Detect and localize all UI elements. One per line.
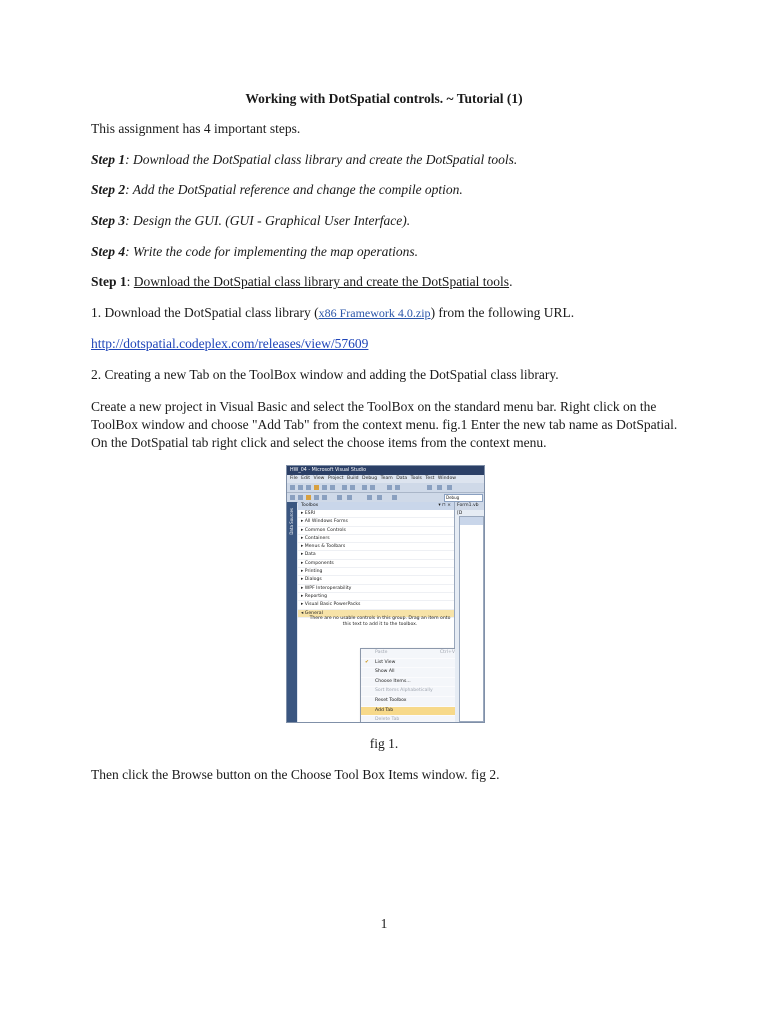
page-number: 1 bbox=[380, 916, 388, 931]
context-menu-item[interactable]: Sort Items Alphabetically bbox=[361, 687, 461, 697]
step-4-label: Step 4 bbox=[91, 244, 126, 259]
instructions-paragraph: Create a new project in Visual Basic and select the ToolBox on the standard menu bar. Right click on the ToolBox window and choose "Add Tab" from the context menu. fig.1 Enter the new tab name as DotSpatial. On the DotSpatial tab right click and select the choose items from the context menu. bbox=[91, 399, 678, 450]
toolbar-icon bbox=[427, 485, 432, 490]
toolbox-category[interactable]: ▸ Data bbox=[298, 551, 454, 559]
toolbox-category[interactable]: ▸ Visual Basic PowerPacks bbox=[298, 601, 454, 609]
step-2-label: Step 2 bbox=[91, 182, 126, 197]
toolbar-icon bbox=[395, 485, 400, 490]
toolbox-category[interactable]: ▸ Printing bbox=[298, 568, 454, 576]
toolbar-icon bbox=[314, 485, 319, 490]
toolbar-icon bbox=[370, 485, 375, 490]
solution-config-dropdown[interactable]: Debug bbox=[444, 494, 483, 502]
figure-caption: fig 1. bbox=[369, 736, 399, 751]
context-menu-item[interactable]: Choose Items... bbox=[361, 678, 461, 688]
toolbox-category[interactable]: ▸ All Windows Forms bbox=[298, 518, 454, 526]
vs-toolbar-1 bbox=[287, 483, 484, 493]
form-header bbox=[460, 517, 483, 525]
toolbar-icon bbox=[377, 495, 382, 500]
toolbar-icon bbox=[330, 485, 335, 490]
document-title: Working with DotSpatial controls. ~ Tutorial (1) bbox=[245, 91, 523, 106]
toolbar-icon bbox=[298, 495, 303, 500]
step-1-heading-end: . bbox=[509, 274, 513, 289]
toolbox-category[interactable]: ▸ Containers bbox=[298, 535, 454, 543]
toolbar-icon bbox=[447, 485, 452, 490]
context-menu-item[interactable]: Reset Toolbox bbox=[361, 697, 461, 707]
url-line bbox=[91, 335, 368, 353]
data-sources-tab[interactable]: Data Sources bbox=[289, 508, 294, 535]
toolbar-icon bbox=[392, 495, 397, 500]
step-3-line bbox=[91, 212, 410, 230]
context-menu-item[interactable] bbox=[361, 659, 461, 669]
toolbar-icon bbox=[298, 485, 303, 490]
toolbox-category[interactable]: ▸ WPF Interoperability bbox=[298, 585, 454, 593]
step-1-text: : Download the DotSpatial class library and create the DotSpatial tools. bbox=[125, 152, 518, 167]
step-1-heading-label: Step 1 bbox=[91, 274, 127, 289]
toolbar-icon bbox=[322, 485, 327, 490]
toolbar-icon bbox=[337, 495, 342, 500]
menu-item-shortcut: Ctrl+V bbox=[439, 650, 455, 655]
toolbar-icon bbox=[322, 495, 327, 500]
vs-menu-bar: File Edit View Project Build Debug Team Data Tools Test Window bbox=[287, 475, 484, 483]
toolbar-icon bbox=[342, 485, 347, 490]
vs-side-strip bbox=[287, 502, 297, 722]
intro-text: This assignment has 4 important steps. bbox=[91, 121, 301, 136]
step-3-text: : Design the GUI. (GUI - Graphical User Interface). bbox=[125, 213, 411, 228]
vs-window-title: HW_04 - Microsoft Visual Studio bbox=[287, 466, 484, 475]
item-1-before: 1. Download the DotSpatial class library ( bbox=[91, 305, 319, 320]
toolbox-category[interactable]: ▸ Dialogs bbox=[298, 576, 454, 584]
toolbox-panel bbox=[298, 502, 455, 722]
toolbox-pin-close-icon[interactable]: ▾ ⊓ × bbox=[438, 503, 451, 508]
form1-design-tab[interactable]: Form1.vb [D bbox=[455, 502, 484, 510]
context-menu-item-add-tab[interactable]: Add Tab bbox=[361, 707, 461, 717]
toolbar-icon bbox=[290, 495, 295, 500]
toolbox-category-general[interactable]: ◂ General bbox=[298, 610, 454, 618]
toolbar-icon bbox=[347, 495, 352, 500]
figure-1-screenshot bbox=[286, 465, 485, 723]
menu-item-label: Paste bbox=[375, 650, 388, 655]
context-menu-item[interactable] bbox=[361, 649, 461, 659]
toolbox-category[interactable]: ▸ Menus & Toolbars bbox=[298, 543, 454, 551]
toolbox-title: Toolbox bbox=[301, 503, 319, 508]
step-3-label: Step 3 bbox=[91, 213, 126, 228]
context-menu-item[interactable]: Show All bbox=[361, 668, 461, 678]
toolbar-icon bbox=[387, 485, 392, 490]
check-icon: ✔ bbox=[365, 659, 369, 665]
toolbar-icon bbox=[367, 495, 372, 500]
step-4-line bbox=[91, 243, 418, 261]
step-1-label: Step 1 bbox=[91, 152, 126, 167]
toolbox-empty-message: There are no usable controls in this group. Drag an item onto this text to add it to the toolbox. bbox=[309, 616, 451, 627]
step-1-heading-colon: : bbox=[126, 274, 134, 289]
toolbox-category[interactable]: ▸ Components bbox=[298, 560, 454, 568]
browse-instruction: Then click the Browse button on the Choose Tool Box Items window. fig 2. bbox=[91, 767, 500, 782]
step-2-line bbox=[91, 181, 463, 199]
item-2-line: 2. Creating a new Tab on the ToolBox window and adding the DotSpatial class library. bbox=[91, 367, 559, 382]
step-1-heading-text: Download the DotSpatial class library and create the DotSpatial tools bbox=[133, 274, 510, 289]
toolbar-icon bbox=[362, 485, 367, 490]
toolbar-icon bbox=[306, 495, 311, 500]
vs-document-area bbox=[455, 502, 484, 722]
toolbox-category[interactable]: ▸ Common Controls bbox=[298, 527, 454, 535]
toolbar-icon bbox=[437, 485, 442, 490]
step-1-line bbox=[91, 151, 517, 169]
toolbar-icon bbox=[306, 485, 311, 490]
step-2-text: : Add the DotSpatial reference and change the compile option. bbox=[125, 182, 463, 197]
toolbox-context-menu bbox=[360, 648, 462, 723]
step-4-text: : Write the code for implementing the map operations. bbox=[125, 244, 418, 259]
toolbar-icon bbox=[350, 485, 355, 490]
menu-item-label: List View bbox=[375, 659, 396, 665]
toolbar-icon bbox=[314, 495, 319, 500]
step-1-heading bbox=[91, 273, 512, 291]
vs-workspace bbox=[287, 502, 484, 722]
toolbox-header bbox=[298, 502, 454, 510]
form-designer bbox=[459, 516, 484, 722]
item-1-after: ) from the following URL. bbox=[430, 305, 575, 320]
dotspatial-url-link[interactable]: http://dotspatial.codeplex.com/releases/view/57609 bbox=[91, 336, 369, 351]
toolbox-category[interactable]: ▸ Reporting bbox=[298, 593, 454, 601]
item-1-line bbox=[91, 304, 574, 322]
toolbar-icon bbox=[290, 485, 295, 490]
zip-download-link[interactable]: x86 Framework 4.0.zip bbox=[318, 306, 431, 320]
context-menu-item[interactable]: Delete Tab bbox=[361, 716, 461, 723]
toolbox-category[interactable]: ▸ ESRI bbox=[298, 510, 454, 518]
